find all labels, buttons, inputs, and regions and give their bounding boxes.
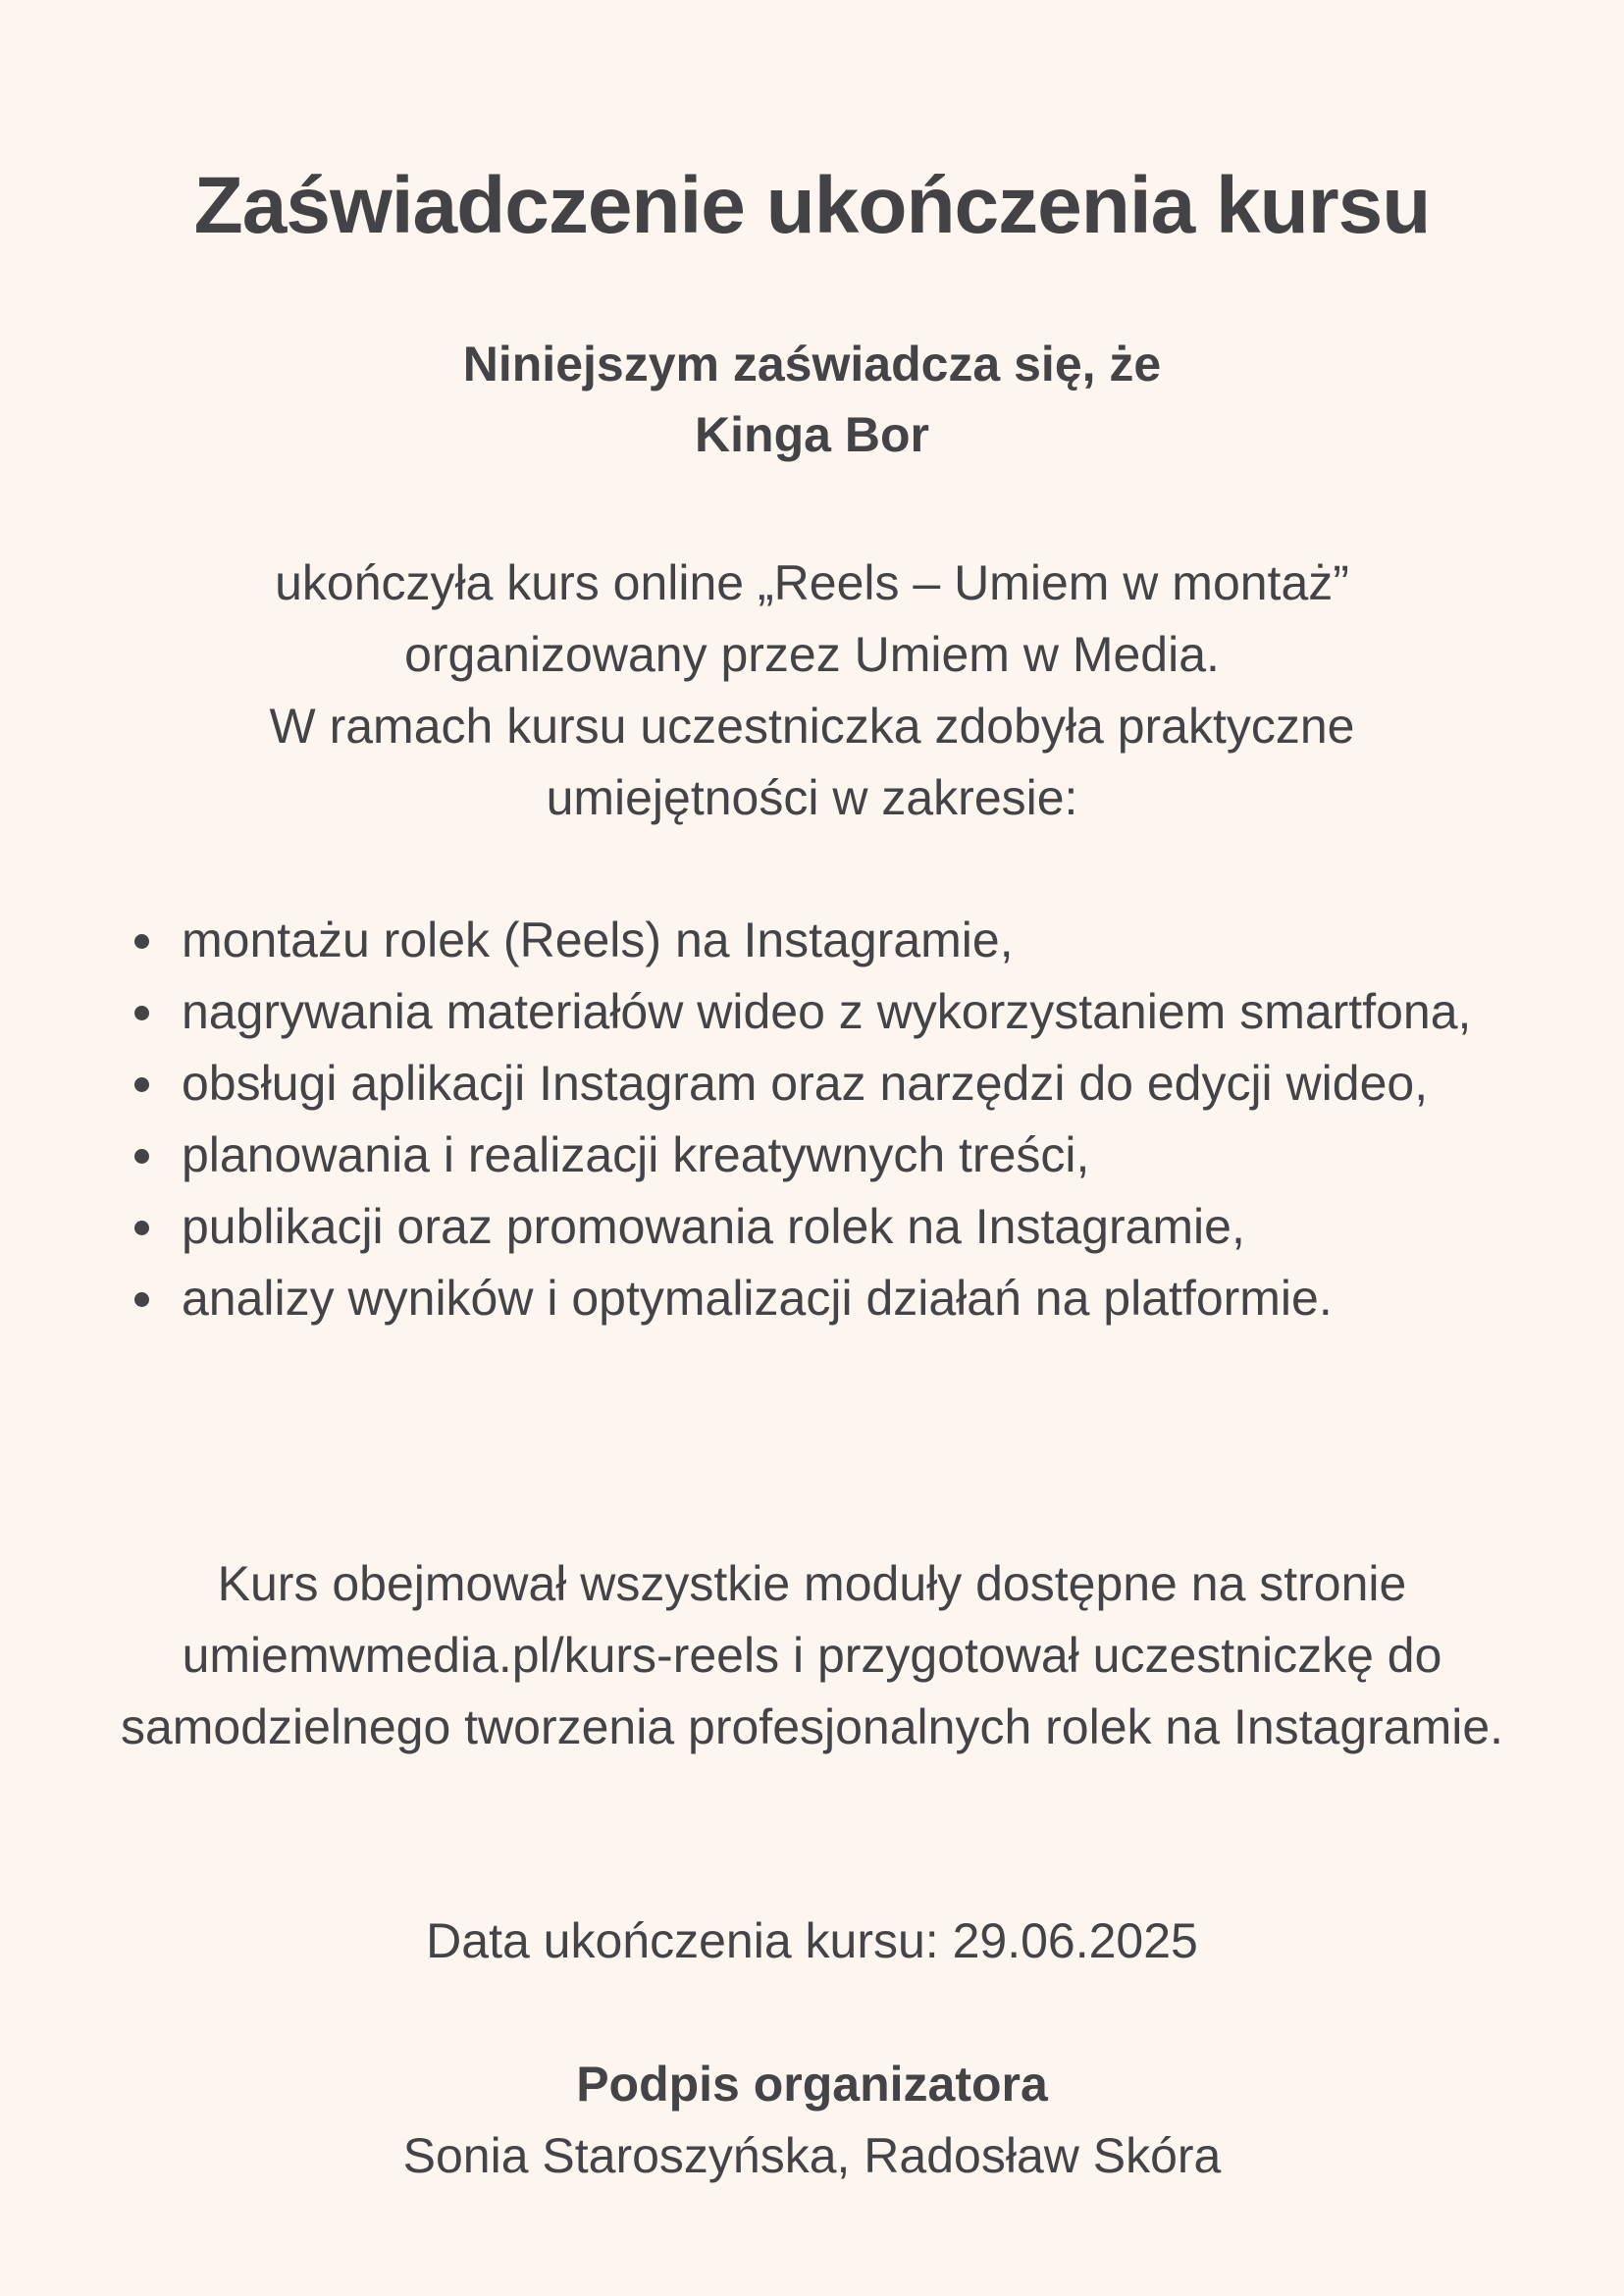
bullet-icon xyxy=(134,1077,149,1092)
skill-text: montażu rolek (Reels) na Instagramie, xyxy=(182,913,1014,967)
skills-intro: W ramach kursu uczestniczka zdobyła praktyczne umiejętności w zakresie: xyxy=(269,699,1355,825)
recipient-name: Kinga Bor xyxy=(695,407,929,462)
completion-text: ukończyła kurs online „Reels – Umiem w montaż” organizowany przez Umiem w Media. xyxy=(275,555,1349,682)
intro-block xyxy=(0,329,1624,470)
skill-text: nagrywania materiałów wideo z wykorzystaniem smartfona, xyxy=(182,984,1472,1039)
closing-block xyxy=(88,1548,1536,1763)
bullet-icon xyxy=(134,934,149,949)
intro-line: Niniejszym zaświadcza się, że xyxy=(462,337,1162,391)
skill-item xyxy=(128,905,1541,976)
skill-item xyxy=(128,1120,1541,1191)
bullet-icon xyxy=(134,1292,149,1307)
signature-label: Podpis organizatora xyxy=(576,2057,1048,2112)
skills-list xyxy=(128,905,1541,1334)
bullet-icon xyxy=(134,1006,149,1020)
course-description xyxy=(137,548,1487,834)
skill-text: planowania i realizacji kreatywnych treści, xyxy=(182,1127,1090,1182)
skill-text: obsługi aplikacji Instagram oraz narzędzi do edycji wideo, xyxy=(182,1056,1429,1111)
skill-text: publikacji oraz promowania rolek na Instagramie, xyxy=(182,1199,1245,1254)
skill-item xyxy=(128,1048,1541,1120)
skill-item xyxy=(128,976,1541,1048)
signature-names: Sonia Staroszyńska, Radosław Skóra xyxy=(402,2128,1222,2183)
skill-text: analizy wyników i optymalizacji działań na platformie. xyxy=(182,1271,1333,1326)
skill-item xyxy=(128,1263,1541,1334)
skill-item xyxy=(128,1191,1541,1263)
certificate-title: Zaświadczenie ukończenia kursu xyxy=(193,161,1431,250)
closing-text: Kurs obejmował wszystkie moduły dostępne na stronie umiemwmedia.pl/kurs-reels i przygotował uczestniczkę do samodzielnego tworzenia profesjonalnych rolek na Instagramie. xyxy=(120,1556,1504,1754)
completion-date: Data ukończenia kursu: 29.06.2025 xyxy=(426,1913,1198,1968)
bullet-icon xyxy=(134,1149,149,1164)
bullet-icon xyxy=(134,1221,149,1235)
